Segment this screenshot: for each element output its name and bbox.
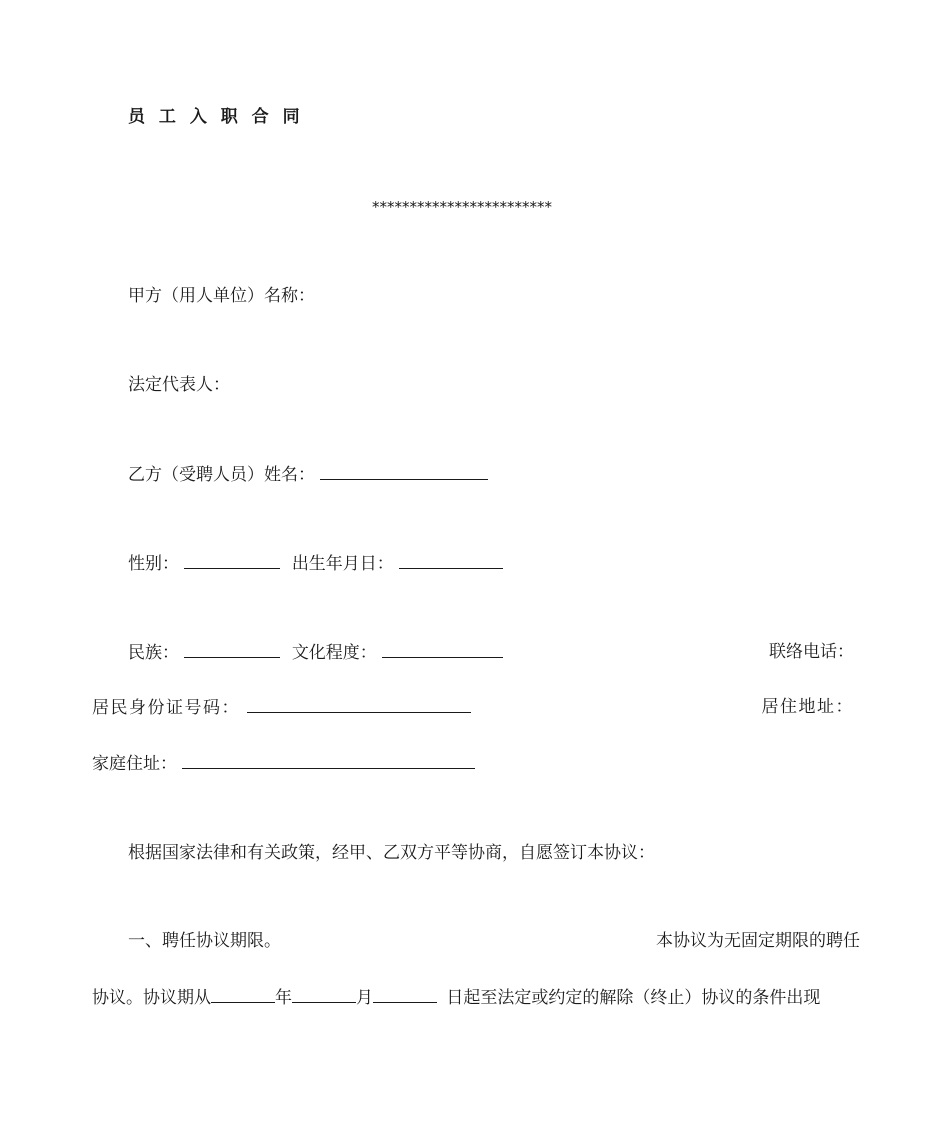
education-blank[interactable] [382,641,503,658]
birth-date-blank[interactable] [399,552,503,569]
id-card-blank[interactable] [247,696,471,713]
legal-rep-label: 法定代表人： [128,375,230,395]
clause1-heading: 一、聘任协议期限。 [128,931,281,951]
home-address-blank[interactable] [182,752,475,769]
clause1-text-right: 本协议为无固定期限的聘任 [656,931,860,951]
party-b-name-blank[interactable] [320,463,488,480]
clause1-line2 [92,986,820,1009]
id-card-label: 居民身份证号码： [92,698,240,718]
ethnicity-row [128,641,503,664]
birth-date-label: 出生年月日： [291,554,394,574]
party-a-row [128,285,315,307]
education-label: 文化程度： [291,643,377,663]
id-card-row [92,696,471,719]
home-row [92,752,475,775]
gender-label: 性别： [128,554,179,574]
gender-row [128,552,503,575]
month-label: 月 [356,988,373,1008]
gender-blank[interactable] [184,552,280,569]
clause1-line2-start: 协议。协议期从 [92,988,211,1008]
preamble: 根据国家法律和有关政策，经甲、乙双方平等协商，自愿签订本协议： [128,843,655,863]
title-asterisks: ************************ [372,198,552,216]
document-title: 员 工 入 职 合 同 [128,107,304,127]
legal-rep-row [128,374,230,396]
ethnicity-blank[interactable] [184,641,280,658]
residence-label: 居住地址： [761,697,854,717]
start-day-blank[interactable] [373,986,437,1003]
start-month-blank[interactable] [292,986,356,1003]
party-b-row [128,463,488,486]
phone-label: 联络电话： [769,642,854,662]
clause1-line2-end: 日起至法定或约定的解除（终止）协议的条件出现 [446,988,821,1008]
party-b-label: 乙方（受聘人员）姓名： [128,465,315,485]
ethnicity-label: 民族： [128,643,179,663]
start-year-blank[interactable] [211,986,275,1003]
year-label: 年 [275,988,292,1008]
home-address-label: 家庭住址： [92,754,177,774]
party-a-label: 甲方（用人单位）名称： [128,286,315,306]
